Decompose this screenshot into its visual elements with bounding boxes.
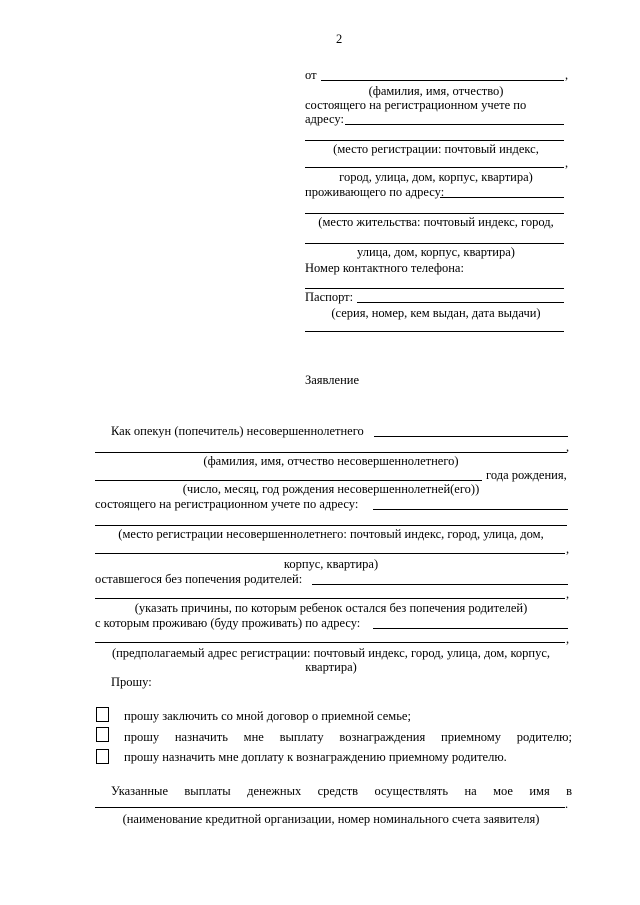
address-label: адресу: xyxy=(305,112,344,126)
option-text-3: прошу назначить мне доплату к вознаграждению приемному родителю. xyxy=(124,750,507,764)
living-field-line[interactable] xyxy=(440,197,564,198)
minor-fio-line[interactable] xyxy=(95,452,567,453)
passport-field-line[interactable] xyxy=(357,302,564,303)
minor-registered-label: состоящего на регистрационном учете по адресу: xyxy=(95,497,359,511)
living-with-label: с которым проживаю (буду проживать) по адресу: xyxy=(95,616,361,630)
fio-hint: (фамилия, имя, отчество) xyxy=(368,84,504,98)
guardian-label: Как опекун (попечитель) несовершеннолетнего xyxy=(111,424,364,438)
reg-hint-2: город, улица, дом, корпус, квартира) xyxy=(339,170,533,184)
planned-comma: , xyxy=(566,632,570,646)
living-with-line[interactable] xyxy=(373,628,568,629)
payments-text: Указанные выплаты денежных средств осуществлять на мое имя в xyxy=(111,784,572,798)
planned-address-line[interactable] xyxy=(95,642,565,643)
minor-address-line-3[interactable] xyxy=(95,553,565,554)
living-field-line-2[interactable] xyxy=(305,213,564,214)
registered-label: состоящего на регистрационном учете по xyxy=(305,98,527,112)
living-label: проживающего по адресу: xyxy=(305,185,445,199)
live-hint-2: улица, дом, корпус, квартира) xyxy=(357,245,515,259)
minor-reg-comma: , xyxy=(566,542,570,556)
option-checkbox-1[interactable] xyxy=(96,707,109,722)
passport-field-line-2[interactable] xyxy=(305,331,564,332)
from-label: от xyxy=(305,68,317,82)
live-hint-1: (место жительства: почтовый индекс, город, xyxy=(318,215,554,229)
passport-label: Паспорт: xyxy=(305,290,354,304)
minor-fio-comma: , xyxy=(566,440,570,454)
page-number: 2 xyxy=(336,32,343,46)
minor-address-line[interactable] xyxy=(373,509,568,510)
reg-field-line[interactable] xyxy=(305,167,564,168)
birth-date-line[interactable] xyxy=(95,480,482,481)
option-checkbox-3[interactable] xyxy=(96,749,109,764)
bank-field-line[interactable] xyxy=(95,807,565,808)
birth-year-label: года рождения, xyxy=(486,468,567,482)
request-label: Прошу: xyxy=(111,675,152,689)
option-text-2: прошу назначить мне выплату вознаграждения приемному родителю; xyxy=(124,730,572,744)
bank-hint: (наименование кредитной организации, номер номинального счета заявителя) xyxy=(122,812,540,826)
phone-field-line[interactable] xyxy=(305,288,564,289)
bank-period: . xyxy=(565,797,569,811)
no-care-label: оставшегося без попечения родителей: xyxy=(95,572,303,586)
minor-reg-hint-1: (место регистрации несовершеннолетнего: почтовый индекс, город, улица, дом, xyxy=(118,527,544,541)
option-checkbox-2[interactable] xyxy=(96,727,109,742)
reg-comma: , xyxy=(565,156,569,170)
reasons-comma: , xyxy=(566,587,570,601)
document-title: Заявление xyxy=(305,373,360,387)
address-field-line[interactable] xyxy=(345,124,564,125)
from-comma: , xyxy=(565,68,569,82)
minor-fio-hint: (фамилия, имя, отчество несовершеннолетнего) xyxy=(203,454,459,468)
minor-reg-hint-2: корпус, квартира) xyxy=(283,557,379,571)
living-field-line-3[interactable] xyxy=(305,243,564,244)
planned-hint-1: (предполагаемый адрес регистрации: почтовый индекс, город, улица, дом, корпус, xyxy=(111,646,551,660)
minor-address-line-2[interactable] xyxy=(95,525,567,526)
address-field-line-2[interactable] xyxy=(305,140,564,141)
no-care-line[interactable] xyxy=(312,584,568,585)
phone-label: Номер контактного телефона: xyxy=(305,261,464,275)
passport-hint: (серия, номер, кем выдан, дата выдачи) xyxy=(331,306,541,320)
from-field-line[interactable] xyxy=(321,80,564,81)
reg-hint-1: (место регистрации: почтовый индекс, xyxy=(333,142,539,156)
reasons-hint: (указать причины, по которым ребенок остался без попечения родителей) xyxy=(134,601,528,615)
guardian-field-line[interactable] xyxy=(374,436,568,437)
planned-hint-2: квартира) xyxy=(305,660,357,674)
reasons-line[interactable] xyxy=(95,598,565,599)
option-text-1: прошу заключить со мной договор о приемной семье; xyxy=(124,709,411,723)
birth-hint: (число, месяц, год рождения несовершеннолетней(его)) xyxy=(182,482,480,496)
